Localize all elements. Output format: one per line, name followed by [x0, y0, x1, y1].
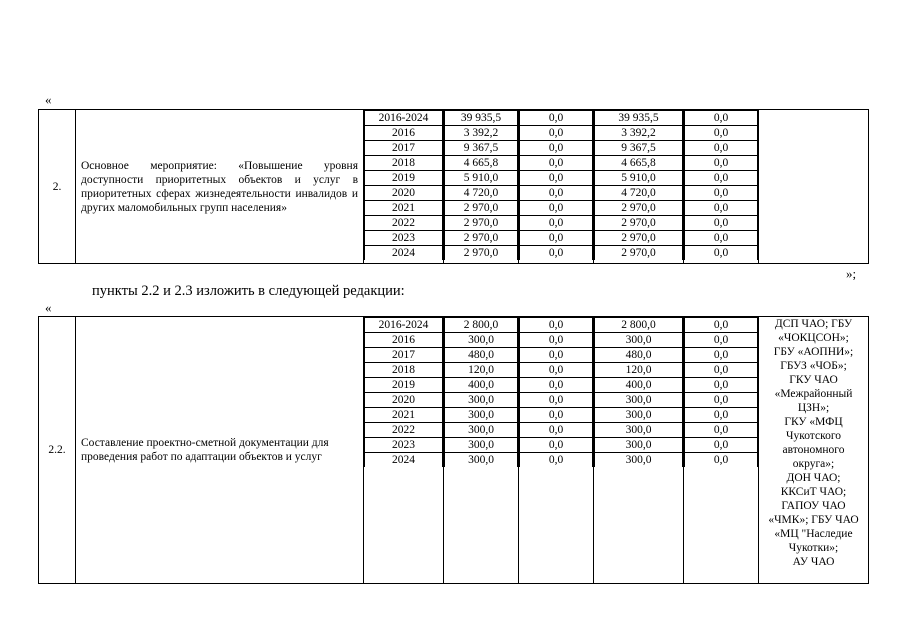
executor-line: Чукотского [785, 430, 842, 442]
executor-line: ДОН ЧАО; [786, 472, 841, 484]
other-value-cell: 0,0 [685, 201, 758, 216]
federal-list [519, 110, 593, 260]
total-list [444, 317, 518, 467]
other-value-cell: 0,0 [685, 438, 758, 453]
federal-list [519, 317, 593, 467]
regional-value-cell: 300,0 [595, 408, 683, 423]
regional-value-cell: 300,0 [595, 438, 683, 453]
instruction-text: пункты 2.2 и 2.3 изложить в следующей редакции: [92, 283, 405, 299]
other-value-cell: 0,0 [685, 453, 758, 468]
executor-line: ЦЗН»; [797, 402, 830, 414]
federal-value-cell: 0,0 [520, 393, 593, 408]
regional-value-cell: 300,0 [595, 333, 683, 348]
total-value-cell: 300,0 [445, 423, 518, 438]
federal-column [519, 110, 594, 264]
total-value-cell: 2 970,0 [445, 201, 518, 216]
other-value-cell: 0,0 [685, 348, 758, 363]
executor-line: «Межрайонный [774, 388, 853, 400]
regional-value-cell: 300,0 [595, 453, 683, 468]
year-cell: 2022 [365, 216, 443, 231]
federal-value-cell: 0,0 [520, 126, 593, 141]
regional-value-cell: 2 970,0 [595, 231, 683, 246]
total-value-cell: 2 800,0 [445, 318, 518, 333]
federal-value-cell: 0,0 [520, 318, 593, 333]
executor-line: автономного [782, 444, 845, 456]
total-value-cell: 2 970,0 [445, 246, 518, 261]
year-cell: 2019 [365, 378, 443, 393]
total-value-cell: 2 970,0 [445, 231, 518, 246]
opening-quote: « [45, 92, 52, 107]
federal-value-cell: 0,0 [520, 348, 593, 363]
other-value-cell: 0,0 [685, 171, 758, 186]
other-value-cell: 0,0 [685, 231, 758, 246]
federal-value-cell: 0,0 [520, 216, 593, 231]
executor-line: округа»; [792, 458, 835, 470]
regional-list [594, 317, 683, 467]
year-cell: 2024 [365, 246, 443, 261]
total-value-cell: 4 665,8 [445, 156, 518, 171]
opening-quote-2: « [45, 300, 52, 315]
other-list [684, 317, 758, 467]
regional-value-cell: 4 665,8 [595, 156, 683, 171]
total-column [444, 110, 519, 264]
program-table-1 [38, 109, 869, 264]
other-column [684, 110, 759, 264]
regional-value-cell: 2 970,0 [595, 246, 683, 261]
federal-value-cell: 0,0 [520, 141, 593, 156]
year-cell: 2019 [365, 171, 443, 186]
total-value-cell: 300,0 [445, 333, 518, 348]
year-cell: 2018 [365, 363, 443, 378]
activity-description: Основное мероприятие: «Повышение уровня доступности приоритетных объектов и услуг в приоритетных сферах жизнедеятельности инвалидов и других маломобильных групп населения» [76, 110, 364, 264]
total-value-cell: 9 367,5 [445, 141, 518, 156]
federal-value-cell: 0,0 [520, 231, 593, 246]
executor-cell [759, 110, 869, 264]
total-value-cell: 39 935,5 [445, 111, 518, 126]
regional-value-cell: 400,0 [595, 378, 683, 393]
regional-list [594, 110, 683, 260]
total-value-cell: 5 910,0 [445, 171, 518, 186]
program-table-2 [38, 316, 869, 584]
executor-line: «МЦ "Наследие [774, 528, 853, 540]
regional-value-cell: 2 800,0 [595, 318, 683, 333]
other-list [684, 110, 758, 260]
other-value-cell: 0,0 [685, 216, 758, 231]
year-cell: 2023 [365, 231, 443, 246]
other-value-cell: 0,0 [685, 378, 758, 393]
regional-value-cell: 9 367,5 [595, 141, 683, 156]
federal-value-cell: 0,0 [520, 363, 593, 378]
federal-column [519, 317, 594, 584]
regional-column [594, 110, 684, 264]
year-cell: 2024 [365, 453, 443, 468]
year-cell: 2017 [365, 141, 443, 156]
year-cell: 2021 [365, 408, 443, 423]
total-value-cell: 300,0 [445, 408, 518, 423]
federal-value-cell: 0,0 [520, 378, 593, 393]
other-value-cell: 0,0 [685, 111, 758, 126]
federal-value-cell: 0,0 [520, 333, 593, 348]
total-value-cell: 300,0 [445, 438, 518, 453]
total-value-cell: 480,0 [445, 348, 518, 363]
federal-value-cell: 0,0 [520, 111, 593, 126]
other-value-cell: 0,0 [685, 156, 758, 171]
executor-line: ДСП ЧАО; ГБУ [774, 318, 853, 330]
year-cell: 2022 [365, 423, 443, 438]
federal-value-cell: 0,0 [520, 156, 593, 171]
federal-value-cell: 0,0 [520, 438, 593, 453]
total-column [444, 317, 519, 584]
regional-value-cell: 2 970,0 [595, 216, 683, 231]
year-cell: 2018 [365, 156, 443, 171]
regional-column [594, 317, 684, 584]
executor-list [761, 317, 866, 569]
other-value-cell: 0,0 [685, 393, 758, 408]
other-value-cell: 0,0 [685, 126, 758, 141]
year-cell: 2016-2024 [365, 111, 443, 126]
year-cell: 2020 [365, 393, 443, 408]
regional-value-cell: 39 935,5 [595, 111, 683, 126]
total-value-cell: 300,0 [445, 453, 518, 468]
other-value-cell: 0,0 [685, 246, 758, 261]
activity-description: Составление проектно-сметной документации для проведения работ по адаптации объектов и услуг [76, 317, 364, 584]
federal-value-cell: 0,0 [520, 453, 593, 468]
row-number: 2. [39, 110, 76, 264]
executor-line: ККСиТ ЧАО; [780, 486, 847, 498]
federal-value-cell: 0,0 [520, 423, 593, 438]
closing-quote: »; [846, 266, 857, 281]
year-cell: 2016-2024 [365, 318, 443, 333]
executor-cell [759, 317, 869, 584]
year-cell: 2017 [365, 348, 443, 363]
executor-line: АУ ЧАО [792, 556, 835, 568]
federal-value-cell: 0,0 [520, 246, 593, 261]
other-value-cell: 0,0 [685, 363, 758, 378]
year-column [364, 317, 444, 584]
other-value-cell: 0,0 [685, 186, 758, 201]
row-number: 2.2. [39, 317, 76, 584]
year-list [364, 110, 443, 260]
other-value-cell: 0,0 [685, 141, 758, 156]
regional-value-cell: 300,0 [595, 423, 683, 438]
total-value-cell: 300,0 [445, 393, 518, 408]
other-value-cell: 0,0 [685, 318, 758, 333]
year-cell: 2020 [365, 186, 443, 201]
executor-line: ГКУ «МФЦ [784, 416, 843, 428]
total-value-cell: 3 392,2 [445, 126, 518, 141]
executor-line: ГКУ ЧАО [789, 374, 838, 386]
total-value-cell: 400,0 [445, 378, 518, 393]
federal-value-cell: 0,0 [520, 201, 593, 216]
total-value-cell: 4 720,0 [445, 186, 518, 201]
regional-value-cell: 5 910,0 [595, 171, 683, 186]
executor-line: ГАПОУ ЧАО [781, 500, 846, 512]
year-list [364, 317, 443, 467]
year-cell: 2021 [365, 201, 443, 216]
regional-value-cell: 4 720,0 [595, 186, 683, 201]
executor-line: «ЧОКЦСОН»; [778, 332, 849, 344]
regional-value-cell: 480,0 [595, 348, 683, 363]
regional-value-cell: 120,0 [595, 363, 683, 378]
total-value-cell: 120,0 [445, 363, 518, 378]
federal-value-cell: 0,0 [520, 408, 593, 423]
other-value-cell: 0,0 [685, 408, 758, 423]
year-cell: 2016 [365, 126, 443, 141]
total-value-cell: 2 970,0 [445, 216, 518, 231]
federal-value-cell: 0,0 [520, 186, 593, 201]
federal-value-cell: 0,0 [520, 171, 593, 186]
other-value-cell: 0,0 [685, 333, 758, 348]
regional-value-cell: 2 970,0 [595, 201, 683, 216]
year-cell: 2016 [365, 333, 443, 348]
executor-line: ГБУЗ «ЧОБ»; [780, 360, 847, 372]
other-column [684, 317, 759, 584]
executor-line: ГБУ «АОПНИ»; [773, 346, 854, 358]
regional-value-cell: 3 392,2 [595, 126, 683, 141]
year-column [364, 110, 444, 264]
executor-line: Чукотки»; [788, 542, 839, 554]
year-cell: 2023 [365, 438, 443, 453]
executor-line: «ЧМК»; ГБУ ЧАО [768, 514, 859, 526]
regional-value-cell: 300,0 [595, 393, 683, 408]
total-list [444, 110, 518, 260]
other-value-cell: 0,0 [685, 423, 758, 438]
